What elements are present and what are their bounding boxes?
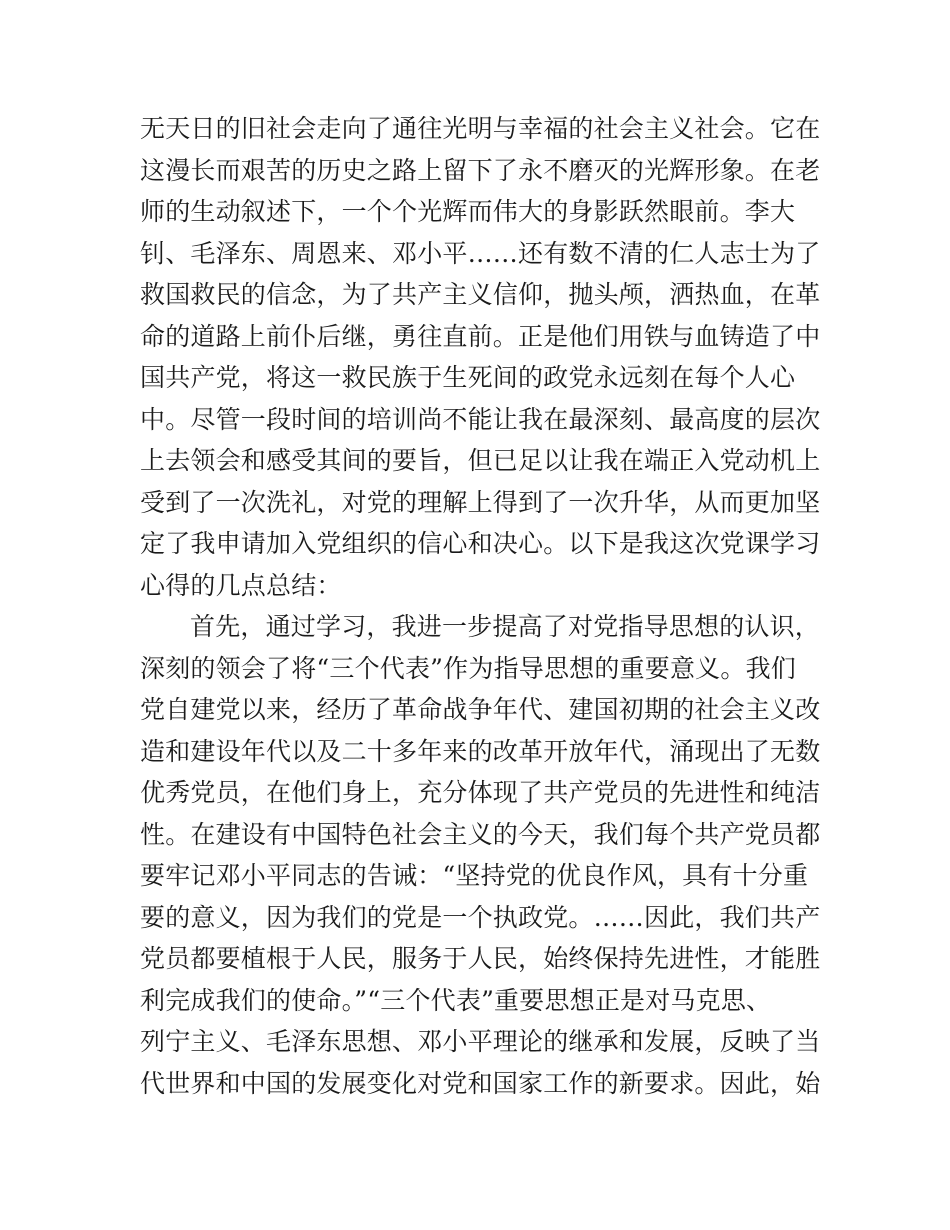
text-line: 定了我申请加入党组织的信心和决心。以下是我这次党课学习 <box>140 529 821 558</box>
text-line: 性。在建设有中国特色社会主义的今天，我们每个共产党员都 <box>140 819 821 849</box>
text-line: 党自建党以来，经历了革命战争年代、建国初期的社会主义改 <box>140 695 821 724</box>
text-line: 利完成我们的使命。”“三个代表”重要思想正是对马克思、 <box>140 985 772 1015</box>
text-line: 无天日的旧社会走向了通往光明与幸福的社会主义社会。它在 <box>140 114 821 143</box>
text-line: 要的意义，因为我们的党是一个执政党。……因此，我们共产 <box>140 902 821 932</box>
text-line: 师的生动叙述下，一个个光辉而伟大的身影跃然眼前。李大 <box>140 197 796 226</box>
text-line: 深刻的领会了将“三个代表”作为指导思想的重要意义。我们 <box>140 653 796 683</box>
text-line: 党员都要植根于人民，服务于人民，始终保持先进性，才能胜 <box>140 944 821 973</box>
text-line: 国共产党，将这一救民族于生死间的政党永远刻在每个人心 <box>140 363 796 392</box>
text-line: 中。尽管一段时间的培训尚不能让我在最深刻、最高度的层次 <box>140 404 821 434</box>
text-line: 受到了一次洗礼，对党的理解上得到了一次升华，从而更加坚 <box>140 487 821 517</box>
text-line: 救国救民的信念，为了共产主义信仰，抛头颅，洒热血，在革 <box>140 280 821 309</box>
text-line: 命的道路上前仆后继，勇往直前。正是他们用铁与血铸造了中 <box>140 321 821 351</box>
text-line: 心得的几点总结： <box>140 570 342 600</box>
text-line: 钊、毛泽东、周恩来、邓小平……还有数不清的仁人志士为了 <box>140 238 821 268</box>
text-line: 要牢记邓小平同志的告诫：“坚持党的优良作风，具有十分重 <box>140 861 809 890</box>
text-line: 代世界和中国的发展变化对党和国家工作的新要求。因此，始 <box>140 1068 821 1098</box>
text-line: 上去领会和感受其间的要旨，但已足以让我在端正入党动机上 <box>140 446 821 475</box>
text-line: 这漫长而艰苦的历史之路上留下了永不磨灭的光辉形象。在老 <box>140 155 821 185</box>
body-text <box>140 108 820 1104</box>
paragraph-first-line: 首先，通过学习，我进一步提高了对党指导思想的认识， <box>190 612 821 641</box>
text-line: 优秀党员，在他们身上，充分体现了共产党员的先进性和纯洁 <box>140 778 821 807</box>
text-line: 列宁主义、毛泽东思想、邓小平理论的继承和发展，反映了当 <box>140 1027 821 1056</box>
text-line: 造和建设年代以及二十多年来的改革开放年代，涌现出了无数 <box>140 736 821 766</box>
